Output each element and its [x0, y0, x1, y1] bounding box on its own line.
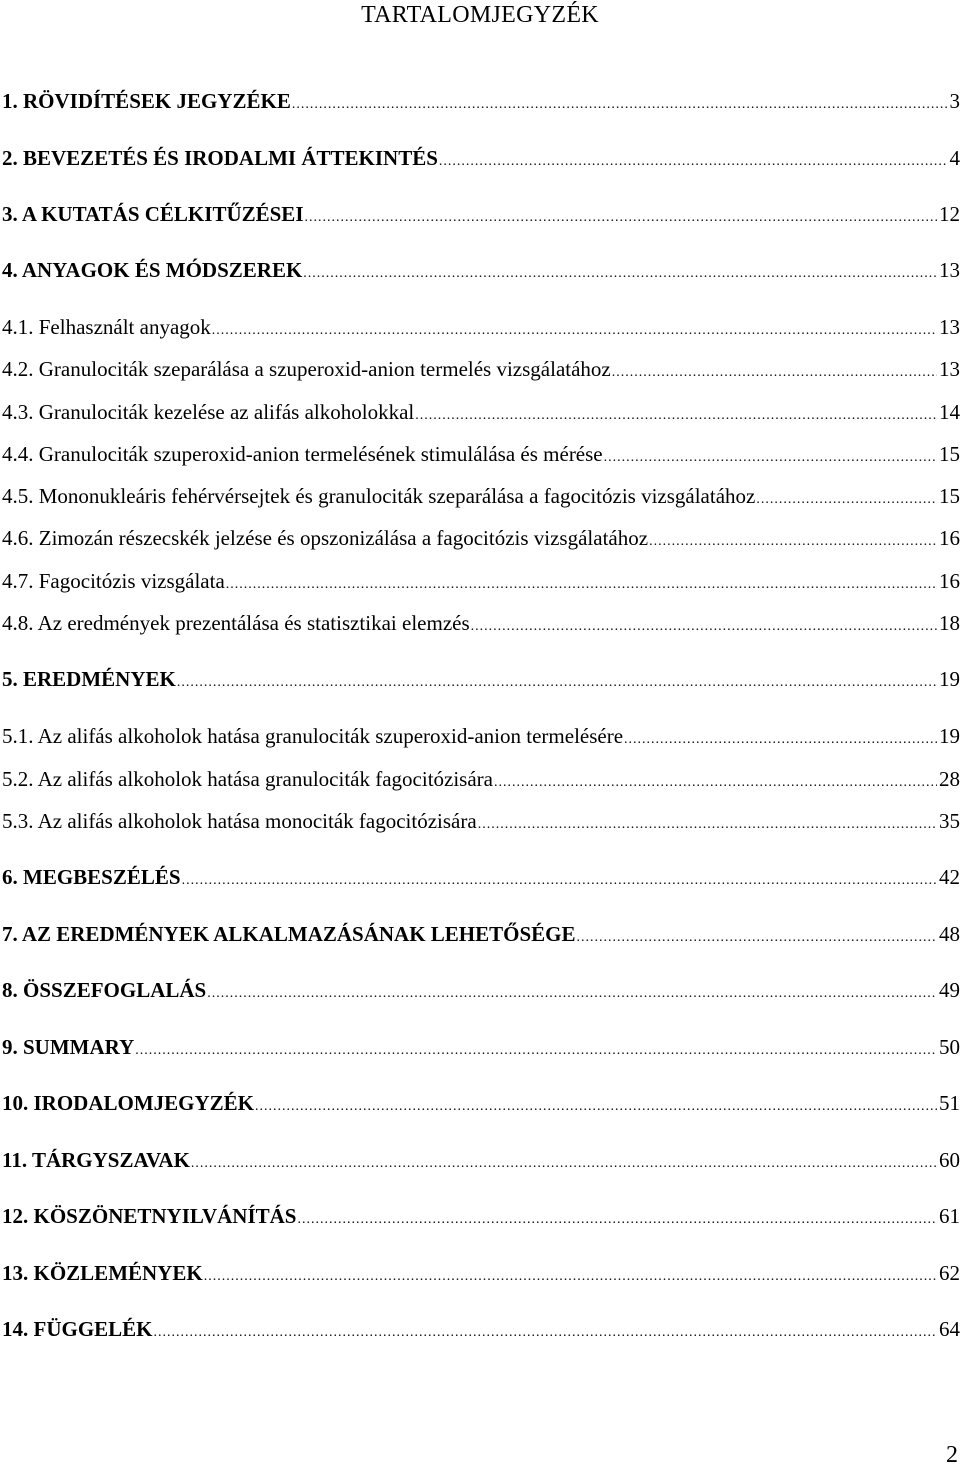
toc-entry-page: 42 — [939, 865, 960, 889]
dot-leader — [577, 923, 937, 953]
toc-entry-title: 5.3. Az alifás alkoholok hatása monociták fagocitózisára — [2, 809, 477, 833]
toc-entry[interactable] — [0, 764, 960, 794]
dot-leader — [292, 90, 948, 120]
toc-entry[interactable] — [0, 439, 960, 469]
toc-entry-title: 4.8. Az eredmények prezentálása és statisztikai elemzés — [2, 611, 470, 635]
toc-entry-title: 7. AZ EREDMÉNYEK ALKALMAZÁSÁNAK LEHETŐSÉGE — [2, 922, 576, 946]
toc-entry-page: 13 — [939, 258, 960, 282]
toc-entry-page: 15 — [939, 442, 960, 466]
toc-entry-page: 62 — [939, 1261, 960, 1285]
toc-entry-title: 4.7. Fagocitózis vizsgálata — [2, 569, 225, 593]
dot-leader — [204, 1262, 937, 1292]
dot-leader — [191, 1149, 937, 1179]
toc-entry-title: 1. RÖVIDÍTÉSEK JEGYZÉKE — [2, 89, 291, 113]
toc-entry-title: 2. BEVEZETÉS ÉS IRODALMI ÁTTEKINTÉS — [2, 146, 438, 170]
toc-entry-title: 4.3. Granulociták kezelése az alifás alkoholokkal — [2, 400, 415, 424]
toc-entry[interactable] — [0, 199, 960, 229]
toc-entry-title: 12. KÖSZÖNETNYILVÁNÍTÁS — [2, 1204, 297, 1228]
dot-leader — [624, 725, 937, 755]
toc-entry-page: 19 — [939, 667, 960, 691]
toc-entry-title: 6. MEGBESZÉLÉS — [2, 865, 181, 889]
toc-entry[interactable] — [0, 1314, 960, 1344]
toc-entry[interactable] — [0, 523, 960, 553]
toc-entry-title: 14. FÜGGELÉK — [2, 1317, 153, 1341]
toc-entry[interactable] — [0, 86, 960, 116]
dot-leader — [478, 810, 937, 840]
toc-entry-page: 64 — [939, 1317, 960, 1341]
toc-entry-page: 19 — [939, 724, 960, 748]
dot-leader — [255, 1092, 937, 1122]
toc-entry[interactable] — [0, 566, 960, 596]
toc-entry-title: 4.1. Felhasznált anyagok — [2, 315, 211, 339]
toc-entry[interactable] — [0, 1201, 960, 1231]
dot-leader — [471, 612, 937, 642]
dot-leader — [177, 668, 937, 698]
toc-entry-title: 4.5. Mononukleáris fehérvérsejtek és granulociták szeparálása a fagocitózis vizsgálatához — [2, 484, 756, 508]
dot-leader — [297, 1205, 937, 1235]
toc-entry-page: 18 — [939, 611, 960, 635]
toc-entry-page: 12 — [939, 202, 960, 226]
toc-entry-title: 13. KÖZLEMÉNYEK — [2, 1261, 203, 1285]
toc-entry-title: 5.1. Az alifás alkoholok hatása granulociták szuperoxid-anion termelésére — [2, 724, 624, 748]
toc-entry[interactable] — [0, 255, 960, 285]
toc-title: TARTALOMJEGYZÉK — [361, 2, 599, 28]
dot-leader — [207, 979, 937, 1009]
toc-entry-page: 14 — [939, 400, 960, 424]
toc-entry-page: 15 — [939, 484, 960, 508]
toc-entry-page: 3 — [949, 89, 960, 113]
toc-entry-page: 4 — [949, 146, 960, 170]
toc-entry[interactable] — [0, 397, 960, 427]
toc-entry-page: 50 — [939, 1035, 960, 1059]
toc-entry-page: 35 — [939, 809, 960, 833]
dot-leader — [494, 768, 937, 798]
page-number: 2 — [946, 1442, 958, 1468]
dot-leader — [182, 866, 937, 896]
toc-entry-page: 16 — [939, 569, 960, 593]
toc-entry[interactable] — [0, 806, 960, 836]
toc-entry-title: 8. ÖSSZEFOGLALÁS — [2, 978, 207, 1002]
toc-entry-title: 5. EREDMÉNYEK — [2, 667, 176, 691]
toc-entry[interactable] — [0, 664, 960, 694]
toc-entry[interactable] — [0, 1145, 960, 1175]
toc-entry[interactable] — [0, 919, 960, 949]
toc-entry[interactable] — [0, 721, 960, 751]
dot-leader — [226, 570, 937, 600]
toc-entry-page: 60 — [939, 1148, 960, 1172]
dot-leader — [612, 358, 937, 388]
dot-leader — [649, 527, 937, 557]
toc-entry-title: 3. A KUTATÁS CÉLKITŰZÉSEI — [2, 202, 304, 226]
toc-entry-title: 4.4. Granulociták szuperoxid-anion termelésének stimulálása és mérése — [2, 442, 603, 466]
toc-entry[interactable] — [0, 143, 960, 173]
dot-leader — [604, 443, 937, 473]
toc-entry[interactable] — [0, 1258, 960, 1288]
dot-leader — [415, 401, 937, 431]
toc-entry-title: 4.2. Granulociták szeparálása a szuperoxid-anion termelés vizsgálatához — [2, 357, 611, 381]
toc-entry-page: 13 — [939, 315, 960, 339]
dot-leader — [756, 485, 937, 515]
dot-leader — [135, 1036, 937, 1066]
toc-entry[interactable] — [0, 975, 960, 1005]
dot-leader — [303, 259, 937, 289]
toc-entry-title: 9. SUMMARY — [2, 1035, 135, 1059]
toc-entry-title: 5.2. Az alifás alkoholok hatása granulociták fagocitózisára — [2, 767, 493, 791]
toc-entry[interactable] — [0, 354, 960, 384]
toc-entry[interactable] — [0, 312, 960, 342]
toc-entry[interactable] — [0, 608, 960, 638]
toc-entry-title: 10. IRODALOMJEGYZÉK — [2, 1091, 255, 1115]
toc-entry-title: 11. TÁRGYSZAVAK — [2, 1148, 190, 1172]
toc-entry-title: 4.6. Zimozán részecskék jelzése és opszonizálása a fagocitózis vizsgálatához — [2, 526, 649, 550]
toc-entry[interactable] — [0, 481, 960, 511]
toc-entry[interactable] — [0, 1088, 960, 1118]
dot-leader — [305, 203, 938, 233]
toc-entry-page: 28 — [939, 767, 960, 791]
toc-entry[interactable] — [0, 862, 960, 892]
toc-entry-page: 51 — [939, 1091, 960, 1115]
toc-entry-title: 4. ANYAGOK ÉS MÓDSZEREK — [2, 258, 303, 282]
toc-entry-page: 49 — [939, 978, 960, 1002]
toc-entry-page: 48 — [939, 922, 960, 946]
toc-entry-page: 13 — [939, 357, 960, 381]
toc-entry[interactable] — [0, 1032, 960, 1062]
toc-entry-page: 61 — [939, 1204, 960, 1228]
dot-leader — [154, 1318, 937, 1348]
toc-entry-page: 16 — [939, 526, 960, 550]
dot-leader — [212, 316, 937, 346]
dot-leader — [439, 147, 948, 177]
